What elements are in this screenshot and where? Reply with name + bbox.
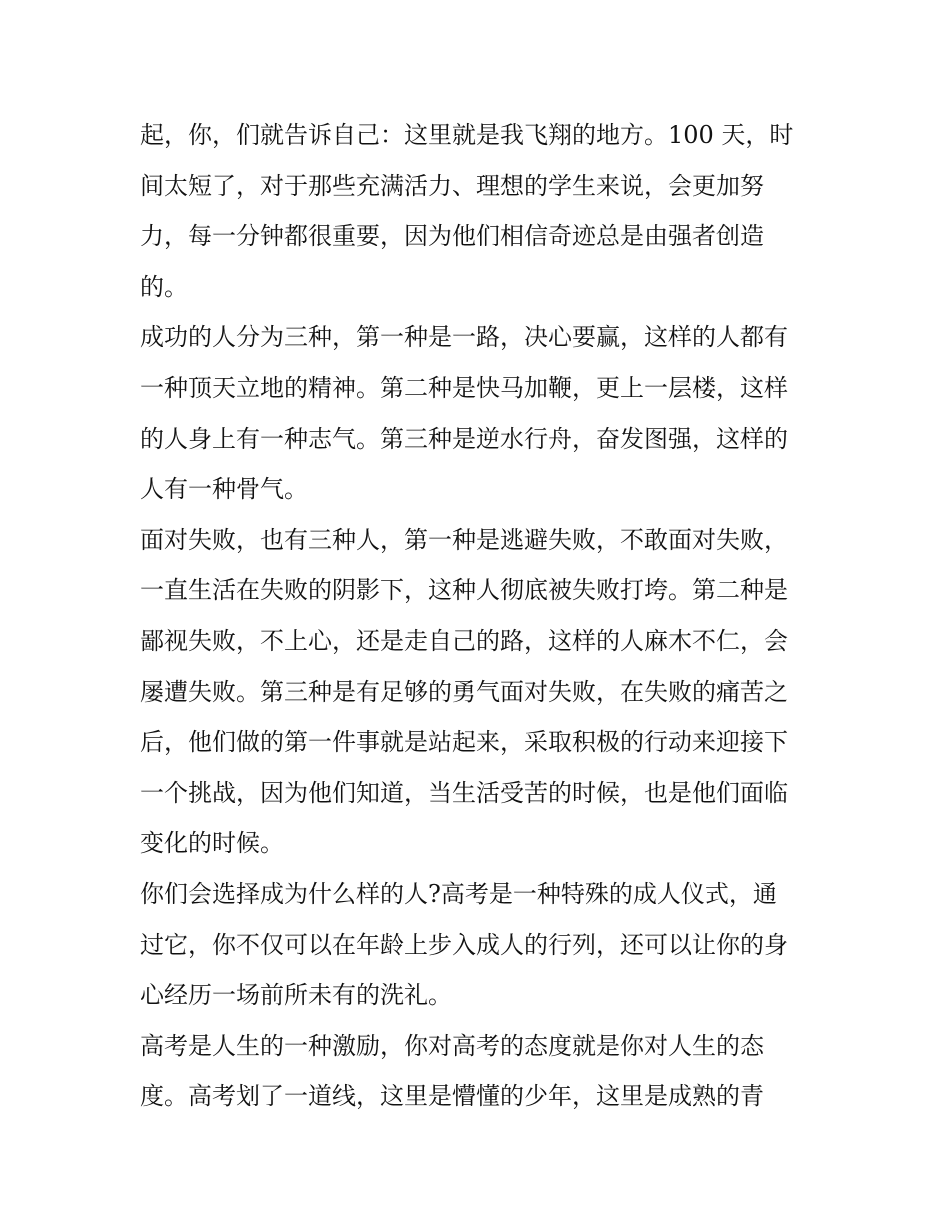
text-line: 你们会选择成为什么样的人?高考是一种特殊的成人仪式，通 [140,879,777,908]
text-line: 起，你，们就告诉自己：这里就是我飞翔的地方。100 天，时 [140,121,794,149]
text-line: 心经历一场前所未有的洗礼。 [140,981,452,1010]
text-line: 后，他们做的第一件事就是站起来，采取积极的行动来迎接下 [140,728,788,757]
text-line: 度。高考划了一道线，这里是懵懂的少年，这里是成熟的青 [140,1082,764,1111]
text-line: 的人身上有一种志气。第三种是逆水行舟，奋发图强，这样的 [140,424,788,453]
document-body [140,110,820,1122]
text-line: 一个挑战，因为他们知道，当生活受苦的时候，也是他们面临 [140,778,788,807]
text-line: 变化的时候。 [140,829,284,858]
text-line: 间太短了，对于那些充满活力、理想的学生来说，会更加努 [140,171,764,200]
text-line: 成功的人分为三种，第一种是一路，决心要赢，这样的人都有 [140,323,788,352]
text-line: 面对失败，也有三种人，第一种是逃避失败，不敢面对失败， [140,525,788,554]
text-line: 屡遭失败。第三种是有足够的勇气面对失败，在失败的痛苦之 [140,677,788,706]
text-line: 人有一种骨气。 [140,475,308,504]
text-line: 的。 [140,272,188,301]
text-line: 过它，你不仅可以在年龄上步入成人的行列，还可以让你的身 [140,930,788,959]
text-line: 一种顶天立地的精神。第二种是快马加鞭，更上一层楼，这样 [140,373,788,402]
text-line: 一直生活在失败的阴影下，这种人彻底被失败打垮。第二种是 [140,576,788,605]
text-line: 鄙视失败，不上心，还是走自己的路，这样的人麻木不仁，会 [140,626,788,655]
text-line: 力，每一分钟都很重要，因为他们相信奇迹总是由强者创造 [140,222,764,251]
text-line: 高考是人生的一种激励，你对高考的态度就是你对人生的态 [140,1031,764,1060]
